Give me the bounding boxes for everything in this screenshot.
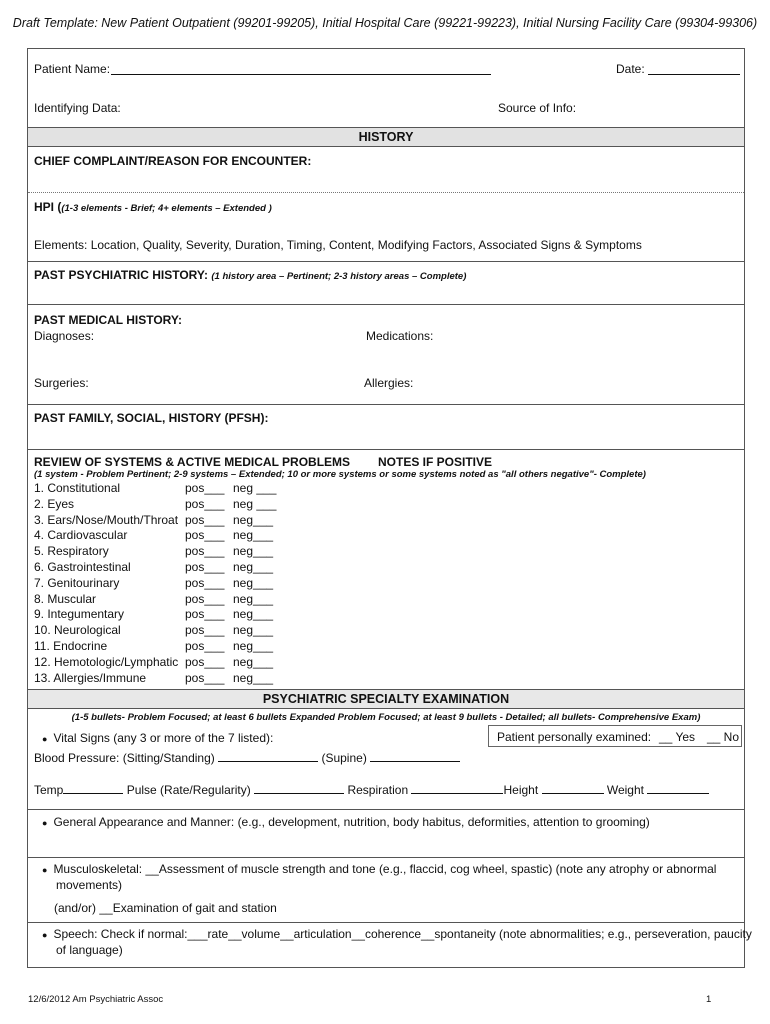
weight-label: Weight [606,783,644,797]
musculoskeletal-line-2: movements) [56,878,123,892]
allergies-label: Allergies: [364,376,414,390]
ros-system-name: 6. Gastrointestinal [34,560,131,574]
respiration-label: Respiration [347,783,409,797]
speech-line-2: of language) [56,943,123,957]
ros-pos-field[interactable]: pos___ [185,544,225,559]
divider [28,922,744,923]
hpi-heading [34,200,272,214]
yes-option[interactable]: __ Yes [659,730,696,744]
gait-label: (and/or) __Examination of gait and station [54,901,277,915]
ros-neg-field[interactable]: neg___ [233,591,274,606]
hpi-note: (1-3 elements - Brief; 4+ elements – Extended ) [61,203,272,214]
ros-pos-field[interactable]: pos___ [185,607,225,622]
appearance-label: General Appearance and Manner: (e.g., development, nutrition, body habitus, deformities, attention to grooming) [53,815,650,829]
ros-pos-field[interactable]: pos___ [185,496,225,511]
exam-section-title: PSYCHIATRIC SPECIALTY EXAMINATION [28,689,744,709]
ros-system-name: 5. Respiratory [34,544,109,559]
ros-system-name: 10. Neurological [34,623,121,638]
ros-system-name: 12. Hemotologic/Lymphatic [34,654,179,669]
history-section-title: HISTORY [28,127,744,147]
musculoskeletal-line-1: Musculoskeletal: __Assessment of muscle strength and tone (e.g., flaccid, cog wheel, spastic) (note any atrophy or abnormal [53,862,717,876]
past-psychiatric-note: (1 history area – Pertinent; 2-3 history areas – Complete) [211,271,467,282]
bp-supine-field[interactable] [370,750,460,762]
height-field[interactable] [542,782,604,794]
speech-item [42,927,752,941]
speech-line-1: Speech: Check if normal:___rate__volume__articulation__coherence__spontaneity (note abnormalities; e.g., perseveration, paucity [53,927,752,941]
footer-left: 12/6/2012 Am Psychiatric Assoc [28,994,164,1005]
ros-neg-field[interactable]: neg ___ [233,481,277,495]
divider [28,304,744,305]
ros-neg-field[interactable]: neg___ [233,623,274,638]
source-of-info-label: Source of Info: [498,101,577,115]
bullet-icon: ● [42,865,48,875]
divider [28,449,744,450]
bullet-icon: ● [42,734,48,744]
ros-pos-field[interactable]: pos___ [185,528,225,543]
appearance-item [42,815,650,829]
vital-signs-label: Vital Signs (any 3 or more of the 7 listed): [53,731,274,745]
ros-neg-field[interactable]: neg___ [233,560,274,574]
temp-field[interactable] [63,782,123,794]
past-psychiatric-label: PAST PSYCHIATRIC HISTORY: [34,268,209,282]
hpi-elements: Elements: Location, Quality, Severity, Duration, Timing, Content, Modifying Factors, Associated Signs & Symptoms [34,238,642,252]
ros-neg-field[interactable]: neg___ [233,528,274,543]
ros-system-name: 9. Integumentary [34,607,125,622]
bp-sitting-field[interactable] [218,750,318,762]
ros-system-name: 7. Genitourinary [34,575,120,590]
diagnoses-label: Diagnoses: [34,329,95,343]
ros-system-name: 13. Allergies/Immune [34,670,147,685]
bullet-icon: ● [42,930,48,940]
past-medical-label: PAST MEDICAL HISTORY: [34,313,183,327]
identifying-data-label: Identifying Data: [34,101,121,115]
no-option[interactable]: __ No [707,730,740,744]
ros-system-name: 8. Muscular [34,591,97,606]
date-field[interactable] [648,61,740,75]
bp-row [34,750,460,765]
ros-neg-field[interactable]: neg___ [233,639,274,653]
surgeries-label: Surgeries: [34,376,89,390]
hpi-label: HPI ( [34,200,62,214]
ros-pos-field[interactable]: pos___ [185,654,225,669]
ros-pos-field[interactable]: pos___ [185,575,225,590]
ros-neg-field[interactable]: neg___ [233,575,274,590]
bp-label: Blood Pressure: (Sitting/Standing) [34,751,215,765]
patient-name-label: Patient Name: [34,62,111,76]
ros-pos-field[interactable]: pos___ [185,481,225,495]
page-number: 1 [706,994,712,1005]
ros-pos-field[interactable]: pos___ [185,560,225,574]
ros-neg-field[interactable]: neg___ [233,512,274,527]
ros-neg-field[interactable]: neg___ [233,670,274,685]
medications-label: Medications: [366,329,434,343]
temp-label: Temp [34,783,64,797]
ros-notes-label: NOTES IF POSITIVE [378,455,493,469]
supine-label: (Supine) [321,751,367,765]
exam-note: (1-5 bullets- Problem Focused; at least 6 bullets Expanded Problem Focused; at least 9 bullets - Detailed; all bullets- Comprehensive Exam) [71,712,701,723]
ros-neg-field[interactable]: neg ___ [233,496,277,511]
form-frame [27,48,752,968]
ros-neg-field[interactable]: neg___ [233,607,274,622]
ros-system-name: 11. Endocrine [34,639,108,653]
divider [28,404,744,405]
pfsh-label: PAST FAMILY, SOCIAL, HISTORY (PFSH): [34,411,269,425]
ros-neg-field[interactable]: neg___ [233,544,274,559]
document-header: Draft Template: New Patient Outpatient (99201-99205), Initial Hospital Care (99221-99223), Initial Nursing Facility Care (99304-99306) [12,16,758,30]
height-label: Height [503,783,539,797]
chief-complaint-label: CHIEF COMPLAINT/REASON FOR ENCOUNTER: [34,154,312,168]
vitals-row [34,782,709,797]
ros-pos-field[interactable]: pos___ [185,591,225,606]
ros-title: REVIEW OF SYSTEMS & ACTIVE MEDICAL PROBLEMS [34,455,351,469]
ros-pos-field[interactable]: pos___ [185,639,225,653]
divider [28,261,744,262]
ros-neg-field[interactable]: neg___ [233,654,274,669]
ros-pos-field[interactable]: pos___ [185,623,225,638]
ros-system-name: 2. Eyes [34,496,75,511]
ros-pos-field[interactable]: pos___ [185,512,225,527]
pulse-label: Pulse (Rate/Regularity) [126,783,251,797]
ros-system-name: 3. Ears/Nose/Mouth/Throat [34,512,179,527]
ros-system-name: 1. Constitutional [34,481,121,495]
weight-field[interactable] [647,782,709,794]
respiration-field[interactable] [411,782,503,794]
vital-signs-item [42,731,273,745]
musculoskeletal-item [42,862,716,876]
ros-pos-field[interactable]: pos___ [185,670,225,685]
bullet-icon: ● [42,818,48,828]
patient-name-field[interactable] [111,61,491,75]
personally-examined-box [488,725,742,747]
divider [28,809,744,810]
personally-examined-label: Patient personally examined: [497,730,652,744]
date-label: Date: [616,62,645,76]
divider [28,857,744,858]
ros-system-name: 4. Cardiovascular [34,528,128,543]
past-psychiatric-heading [34,268,466,282]
pulse-field[interactable] [254,782,344,794]
divider [28,192,744,193]
ros-note: (1 system - Problem Pertinent; 2-9 systems – Extended; 10 or more systems or some systems noted as "all others negative"- Complete) [34,469,646,480]
